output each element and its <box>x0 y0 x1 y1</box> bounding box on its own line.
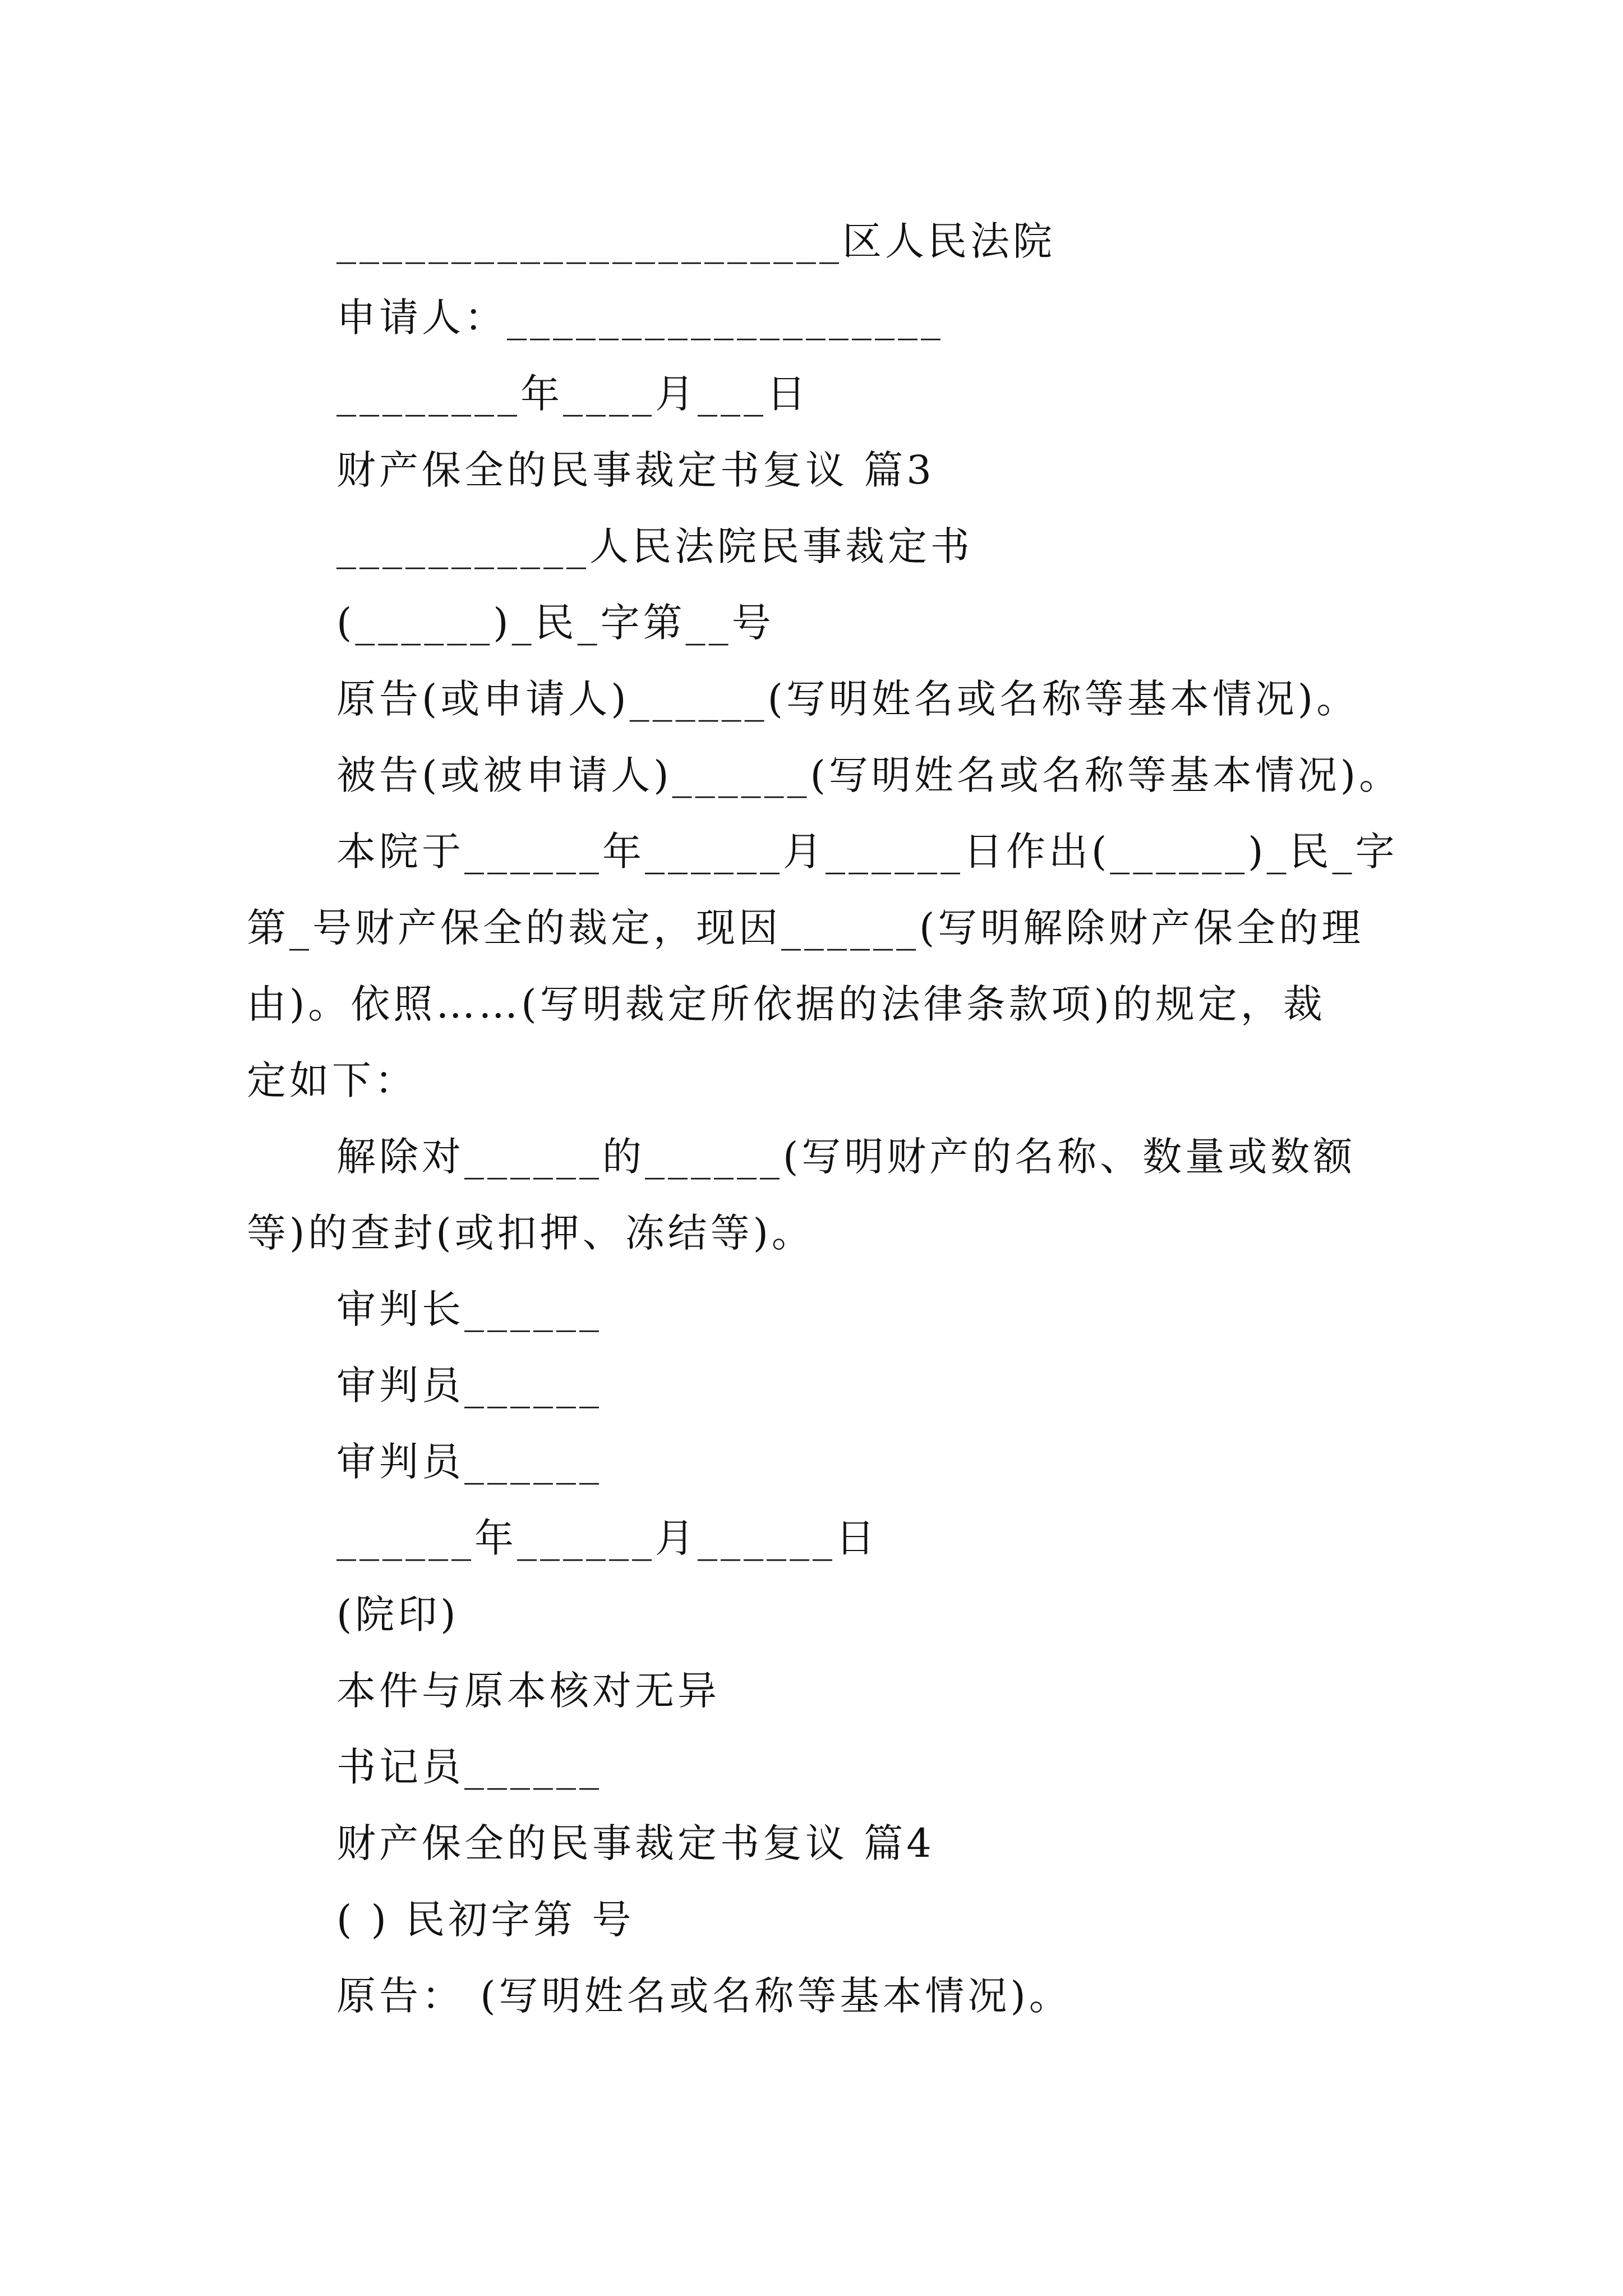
court-seal-line: (院印) <box>336 1591 459 1637</box>
court-name-line: ______________________区人民法院 <box>336 218 1055 264</box>
plaintiff-line-4: 原告： (写明姓名或名称等基本情况)。 <box>336 1973 1072 2019</box>
section-heading-4: 财产保全的民事裁定书复议 篇4 <box>336 1820 935 1866</box>
date-line: ________年____月___日 <box>336 371 809 417</box>
body-paragraph-line: 第_号财产保全的裁定，现因______(写明解除财产保全的理 <box>247 905 1364 951</box>
ruling-paragraph-line: 等)的查封(或扣押、冻结等)。 <box>247 1210 814 1256</box>
case-number-4: ( ) 民初字第 号 <box>336 1897 635 1943</box>
body-paragraph-line: 由)。依照……(写明裁定所依据的法律条款项)的规定，裁 <box>247 981 1326 1027</box>
defendant-line: 被告(或被申请人)______(写明姓名或名称等基本情况)。 <box>336 752 1402 798</box>
ruling-date-line: ______年______月______日 <box>336 1515 878 1561</box>
verification-line: 本件与原本核对无异 <box>336 1668 720 1714</box>
plaintiff-line: 原告(或申请人)______(写明姓名或名称等基本情况)。 <box>336 676 1359 722</box>
clerk-line: 书记员______ <box>336 1744 602 1790</box>
judge-line: 审判员______ <box>336 1363 602 1409</box>
body-paragraph-line: 本院于______年______月______日作出(______)_民_字 <box>336 829 1398 875</box>
body-paragraph-line: 定如下： <box>247 1057 417 1103</box>
ruling-paragraph-line: 解除对______的______(写明财产的名称、数量或数额 <box>336 1134 1356 1180</box>
judge-line: 审判员______ <box>336 1439 602 1485</box>
section-heading-3: 财产保全的民事裁定书复议 篇3 <box>336 447 935 493</box>
case-number: (______)_民_字第__号 <box>336 600 774 646</box>
applicant-line: 申请人：___________________ <box>336 295 944 341</box>
ruling-title: ___________人民法院民事裁定书 <box>336 523 973 569</box>
presiding-judge-line: 审判长______ <box>336 1286 602 1332</box>
